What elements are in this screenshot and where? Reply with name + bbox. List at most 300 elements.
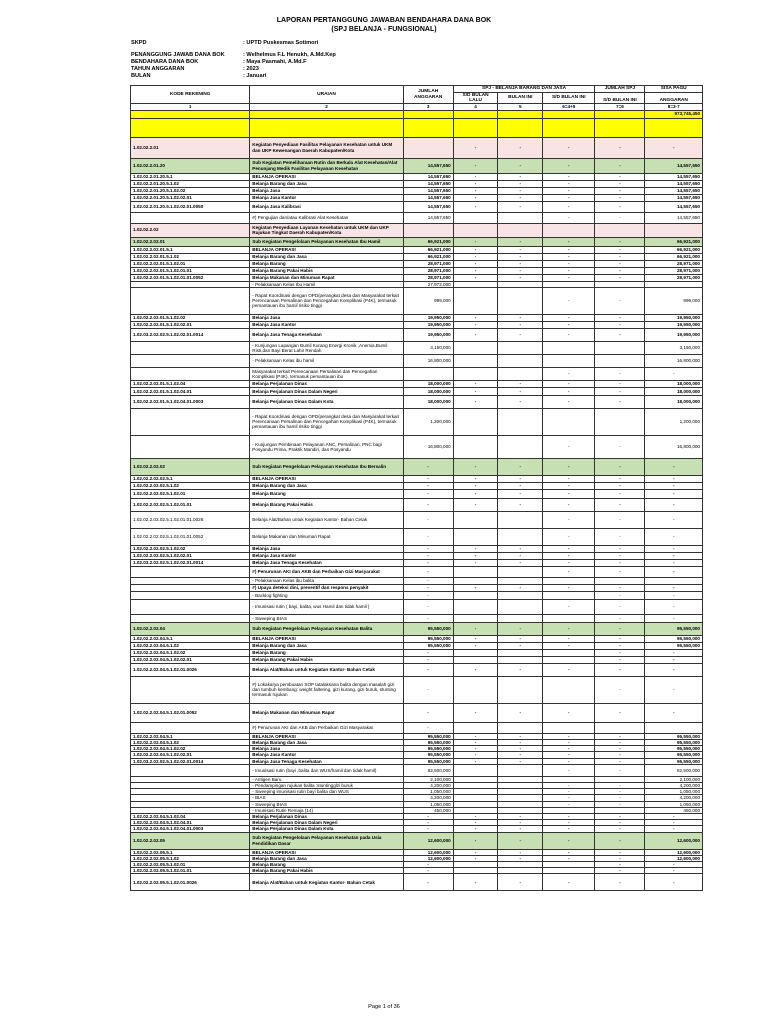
uraian-cell: Belanja Perjalanan Dinas Dalam Negeri: [250, 387, 403, 395]
sd-bulan-ini-cell: -: [543, 267, 595, 274]
col-number: 7=6: [595, 104, 645, 111]
col-number: 2: [250, 104, 403, 111]
kode-rekening-cell: 1.02.02.2.02.04.5.1.02.02.01: [131, 752, 250, 758]
col-number: 5: [498, 104, 543, 111]
uraian-cell: Belanja Barang: [250, 489, 403, 498]
uraian-cell: - Pendampingan rujukan balita :stuntingglzi buruk: [250, 783, 403, 789]
uraian-cell: Belanja Jasa Kantor: [250, 194, 403, 201]
bulan-ini-cell: [498, 591, 543, 599]
kode-rekening-cell: [131, 118, 250, 137]
sd-bulan-lalu-cell: [453, 435, 498, 458]
uraian-cell: - Pelaksanaan Kelas ibu balita: [250, 577, 403, 584]
sisa-pagu-cell: -: [645, 820, 703, 826]
kode-rekening-cell: 1.02.02.2.02.02.5.1.02.02: [131, 545, 250, 552]
sd-bulan-ini-cell: -: [543, 642, 595, 649]
jumlah-spj-cell: [595, 110, 645, 118]
sisa-pagu-cell: 14,557,650: [645, 158, 703, 173]
sisa-pagu-cell: 4,200,000: [645, 783, 703, 789]
sd-bulan-ini-cell: -: [543, 758, 595, 764]
sd-bulan-lalu-cell: [453, 110, 498, 118]
bulan-ini-cell: -: [498, 642, 543, 649]
uraian-cell: BELANJA OPERASI: [250, 635, 403, 642]
bulan-ini-cell: -: [498, 584, 543, 591]
bulan-ini-cell: -: [498, 173, 543, 180]
uraian-cell: Belanja Jasa: [250, 314, 403, 321]
jumlah-spj-cell: -: [595, 855, 645, 861]
uraian-cell: - Pelaksanaan Kelas Ibu Hamil: [250, 281, 403, 287]
table-row: [131, 435, 703, 458]
sisa-pagu-cell: 2,100,000: [645, 776, 703, 782]
jumlah-anggaran-cell: 95,550,000: [403, 642, 453, 649]
table-row: [131, 354, 703, 367]
table-row: [131, 635, 703, 642]
table-row: [131, 482, 703, 489]
sd-bulan-lalu-cell: -: [453, 733, 498, 739]
uraian-cell: - Sweeping imunisasi rutin bayi balita dan WUS: [250, 789, 403, 795]
uraian-cell: Belanja Makanan dan Minuman Rapat: [250, 703, 403, 722]
sd-bulan-lalu-cell: -: [453, 814, 498, 820]
jumlah-anggaran-cell: 4,200,000: [403, 783, 453, 789]
kode-rekening-cell: 1.02.02.2.02.01.5.1.02.04.01: [131, 387, 250, 395]
uraian-cell: Belanja Jasa Tenaga Kesehatan: [250, 559, 403, 566]
bulan-ini-cell: -: [498, 826, 543, 832]
uraian-cell: Belanja Alat/Bahan untuk Kegiatan Kantor- Bahan Cetak: [250, 663, 403, 676]
uraian-cell: BELANJA OPERASI: [250, 733, 403, 739]
sd-bulan-lalu-cell: -: [453, 321, 498, 328]
kode-rekening-cell: 1.02.02.2.02.02.5.1.02: [131, 482, 250, 489]
bulan-ini-cell: -: [498, 274, 543, 281]
jumlah-spj-cell: -: [595, 212, 645, 223]
sisa-pagu-cell: -: [645, 482, 703, 489]
table-row: [131, 380, 703, 387]
uraian-cell: Belanja Jasa Kantor: [250, 552, 403, 559]
jumlah-anggaran-cell: 66,921,000: [403, 246, 453, 253]
sd-bulan-lalu-cell: -: [453, 552, 498, 559]
kode-rekening-cell: 1.02.02.2.02: [131, 223, 250, 237]
sd-bulan-lalu-cell: -: [453, 740, 498, 746]
kode-rekening-cell: [131, 577, 250, 584]
table-row: [131, 173, 703, 180]
table-row: [131, 458, 703, 475]
jumlah-anggaran-cell: 4,200,000: [403, 795, 453, 801]
sd-bulan-lalu-cell: -: [453, 663, 498, 676]
sd-bulan-ini-cell: -: [543, 387, 595, 395]
sd-bulan-ini-cell: -: [543, 475, 595, 482]
sd-bulan-lalu-cell: -: [453, 849, 498, 855]
jumlah-anggaran-cell: 18,000,000: [403, 387, 453, 395]
info-bendahara: [131, 59, 307, 65]
jumlah-spj-cell: -: [595, 545, 645, 552]
sd-bulan-ini-cell: [543, 341, 595, 354]
sisa-pagu-cell: 4,200,000: [645, 795, 703, 801]
sd-bulan-lalu-cell: -: [453, 622, 498, 635]
sd-bulan-lalu-cell: -: [453, 489, 498, 498]
sisa-pagu-cell: -: [645, 584, 703, 591]
uraian-cell: Belanja Jasa Tenaga Kesehatan: [250, 328, 403, 341]
sisa-pagu-cell: 28,971,000: [645, 260, 703, 267]
sd-bulan-ini-cell: -: [543, 820, 595, 826]
kode-rekening-cell: [131, 584, 250, 591]
sd-bulan-lalu-cell: [453, 408, 498, 435]
sisa-pagu-cell: 66,921,000: [645, 253, 703, 260]
sd-bulan-ini-cell: -: [543, 137, 595, 158]
col-number: 3: [403, 104, 453, 111]
bulan-ini-cell: -: [498, 137, 543, 158]
sd-bulan-lalu-cell: -: [453, 832, 498, 849]
sd-bulan-lalu-cell: [453, 577, 498, 584]
header-sisa-pagu-sub: ANGGARAN: [645, 92, 703, 103]
sd-bulan-ini-cell: [543, 614, 595, 622]
sisa-pagu-cell: 95,550,000: [645, 752, 703, 758]
sisa-pagu-cell: 999,000: [645, 287, 703, 314]
table-row: [131, 395, 703, 408]
sd-bulan-ini-cell: [543, 223, 595, 237]
sisa-pagu-cell: -: [645, 649, 703, 656]
info-value: : 2023: [243, 66, 259, 72]
sd-bulan-ini-cell: -: [543, 237, 595, 246]
table-row: [131, 663, 703, 676]
sd-bulan-lalu-cell: -: [453, 559, 498, 566]
col-number: 4: [453, 104, 498, 111]
jumlah-spj-cell: -: [595, 801, 645, 807]
table-row: [131, 584, 703, 591]
header-sd-bulan-lalu: S/D BULAN LALU: [453, 92, 498, 103]
sd-bulan-lalu-cell: -: [453, 703, 498, 722]
kode-rekening-cell: 1.02.03.2.02.02.5.1.02.02.01.0014: [131, 328, 250, 341]
jumlah-spj-cell: -: [595, 489, 645, 498]
jumlah-anggaran-cell: 450,000: [403, 807, 453, 813]
sd-bulan-ini-cell: -: [543, 187, 595, 194]
sisa-pagu-cell: -: [645, 475, 703, 482]
sd-bulan-ini-cell: -: [543, 545, 595, 552]
jumlah-spj-cell: -: [595, 663, 645, 676]
sd-bulan-ini-cell: -: [543, 435, 595, 458]
uraian-cell: Belanja Jasa Kantor: [250, 321, 403, 328]
sd-bulan-ini-cell: -: [543, 260, 595, 267]
header-jumlah-anggaran: JUMLAH ANGGARAN: [403, 86, 453, 104]
sisa-pagu-cell: 28,971,000: [645, 267, 703, 274]
uraian-cell: Belanja Jasa: [250, 746, 403, 752]
jumlah-spj-cell: [595, 223, 645, 237]
jumlah-anggaran-cell: [403, 223, 453, 237]
kode-rekening-cell: 1.02.02.2.01.20: [131, 158, 250, 173]
sisa-pagu-cell: 12,600,000: [645, 849, 703, 855]
jumlah-spj-cell: -: [595, 599, 645, 614]
kode-rekening-cell: [131, 614, 250, 622]
sd-bulan-lalu-cell: [453, 212, 498, 223]
sisa-pagu-cell: [645, 577, 703, 584]
kode-rekening-cell: [131, 566, 250, 577]
sisa-pagu-cell: 95,550,000: [645, 733, 703, 739]
jumlah-spj-cell: -: [595, 795, 645, 801]
jumlah-anggaran-cell: -: [403, 649, 453, 656]
kode-rekening-cell: 1.02.02.2.01.20.5.1: [131, 173, 250, 180]
bulan-ini-cell: -: [498, 314, 543, 321]
jumlah-spj-cell: -: [595, 287, 645, 314]
uraian-cell: - Antigen Baru: [250, 776, 403, 782]
jumlah-anggaran-cell: 28,971,000: [403, 267, 453, 274]
jumlah-spj-cell: -: [595, 591, 645, 599]
sisa-pagu-cell: 16,800,000: [645, 435, 703, 458]
kode-rekening-cell: 1.02.02.2.02.04.5.1.02.04: [131, 814, 250, 820]
jumlah-spj-cell: -: [595, 475, 645, 482]
sisa-pagu-cell: -: [645, 559, 703, 566]
kode-rekening-cell: 1.02.02.2.02.04.5.1.02.02: [131, 746, 250, 752]
jumlah-spj-cell: -: [595, 321, 645, 328]
jumlah-anggaran-cell: -: [403, 552, 453, 559]
sisa-pagu-cell: -: [645, 874, 703, 891]
jumlah-anggaran-cell: 95,550,000: [403, 635, 453, 642]
jumlah-anggaran-cell: -: [403, 475, 453, 482]
kode-rekening-cell: 1.02.02.2.02.04.5.1.02.04.01: [131, 820, 250, 826]
sd-bulan-ini-cell: -: [543, 552, 595, 559]
kode-rekening-cell: 1.02.02.2.01.20.5.1.02.02.01.0050: [131, 201, 250, 212]
uraian-cell: Belanja Jasa Tenaga Kesehatan: [250, 758, 403, 764]
bulan-ini-cell: [498, 110, 543, 118]
table-row: [131, 180, 703, 187]
jumlah-spj-cell: -: [595, 635, 645, 642]
sisa-pagu-cell: 14,557,650: [645, 194, 703, 201]
table-row: [131, 253, 703, 260]
bulan-ini-cell: -: [498, 387, 543, 395]
jumlah-spj-cell: -: [595, 656, 645, 663]
jumlah-anggaran-cell: 66,921,000: [403, 253, 453, 260]
sd-bulan-lalu-cell: -: [453, 498, 498, 511]
jumlah-spj-cell: -: [595, 868, 645, 874]
sd-bulan-lalu-cell: [453, 223, 498, 237]
sd-bulan-lalu-cell: -: [453, 173, 498, 180]
sd-bulan-lalu-cell: -: [453, 826, 498, 832]
sd-bulan-lalu-cell: [453, 528, 498, 545]
sd-bulan-ini-cell: -: [543, 849, 595, 855]
jumlah-anggaran-cell: 16,800,000: [403, 354, 453, 367]
jumlah-spj-cell: -: [595, 387, 645, 395]
sisa-pagu-cell: 66,921,000: [645, 237, 703, 246]
header-spj-group: SPJ - BELANJA BARANG DAN JASA: [453, 86, 595, 93]
kode-rekening-cell: 1.02.02.2.02.04.5.1.02.04.01.0003: [131, 826, 250, 832]
sd-bulan-ini-cell: -: [543, 321, 595, 328]
kode-rekening-cell: [131, 367, 250, 380]
jumlah-anggaran-cell: [403, 118, 453, 137]
uraian-cell: Belanja Barang dan Jasa: [250, 642, 403, 649]
jumlah-anggaran-cell: 1,050,000: [403, 789, 453, 795]
kode-rekening-cell: [131, 341, 250, 354]
sd-bulan-lalu-cell: -: [453, 545, 498, 552]
sd-bulan-ini-cell: -: [543, 328, 595, 341]
jumlah-spj-cell: [595, 118, 645, 137]
jumlah-spj-cell: -: [595, 267, 645, 274]
sisa-pagu-cell: 95,550,000: [645, 740, 703, 746]
jumlah-spj-cell: -: [595, 614, 645, 622]
col-number: 6=4+5: [543, 104, 595, 111]
kode-rekening-cell: 1.02.02.2.02.04.5.1.02: [131, 740, 250, 746]
jumlah-anggaran-cell: -: [403, 826, 453, 832]
uraian-cell: BELANJA OPERASI: [250, 849, 403, 855]
table-row: [131, 475, 703, 482]
jumlah-anggaran-cell: 19,950,000: [403, 321, 453, 328]
sd-bulan-ini-cell: -: [543, 635, 595, 642]
jumlah-anggaran-cell: 14,557,650: [403, 194, 453, 201]
table-row: [131, 545, 703, 552]
sd-bulan-ini-cell: -: [543, 746, 595, 752]
bulan-ini-cell: -: [498, 328, 543, 341]
uraian-cell: BELANJA OPERASI: [250, 246, 403, 253]
table-row: [131, 137, 703, 158]
sisa-pagu-cell: 1,050,000: [645, 801, 703, 807]
sd-bulan-lalu-cell: [453, 649, 498, 656]
jumlah-spj-cell: -: [595, 511, 645, 528]
info-label: BULAN: [131, 73, 151, 79]
jumlah-spj-cell: -: [595, 826, 645, 832]
bulan-ini-cell: -: [498, 158, 543, 173]
kode-rekening-cell: 1.02.02.2.02.01.5.1.02.01: [131, 260, 250, 267]
jumlah-spj-cell: -: [595, 559, 645, 566]
jumlah-anggaran-cell: 1,050,000: [403, 801, 453, 807]
bulan-ini-cell: -: [498, 703, 543, 722]
sisa-pagu-cell: 14,557,650: [645, 212, 703, 223]
kode-rekening-cell: 1.02.02.2.02.02.5.1.02.01.01: [131, 498, 250, 511]
jumlah-anggaran-cell: 14,557,650: [403, 187, 453, 194]
table-row: [131, 246, 703, 253]
table-row: [131, 498, 703, 511]
uraian-cell: Sub Kegiatan Pengelolaan Pelayanan Kesehatan Ibu Bersalin: [250, 458, 403, 475]
sd-bulan-lalu-cell: -: [453, 635, 498, 642]
jumlah-spj-cell: -: [595, 566, 645, 577]
jumlah-spj-cell: -: [595, 246, 645, 253]
kode-rekening-cell: 1.02.02.2.02.01.5.1.02: [131, 253, 250, 260]
kode-rekening-cell: 1.02.02.2.02.04.5.1.02: [131, 642, 250, 649]
jumlah-anggaran-cell: 28,971,000: [403, 274, 453, 281]
jumlah-spj-cell: -: [595, 137, 645, 158]
jumlah-anggaran-cell: -: [403, 566, 453, 577]
bulan-ini-cell: -: [498, 545, 543, 552]
jumlah-anggaran-cell: -: [403, 874, 453, 891]
uraian-cell: Belanja Alat/Bahan untuk Kegiatan Kantor- Bahan Cetak: [250, 874, 403, 891]
table-row: [131, 566, 703, 577]
sd-bulan-lalu-cell: -: [453, 874, 498, 891]
sd-bulan-ini-cell: -: [543, 752, 595, 758]
bulan-ini-cell: -: [498, 246, 543, 253]
jumlah-spj-cell: -: [595, 649, 645, 656]
sd-bulan-ini-cell: [543, 354, 595, 367]
sisa-pagu-cell: 12,600,000: [645, 855, 703, 861]
kode-rekening-cell: 1.02.02.2.02.01.5.1: [131, 246, 250, 253]
sd-bulan-lalu-cell: -: [453, 137, 498, 158]
kode-rekening-cell: 1.02.02.2.02.04.5.1.02.01.0026: [131, 663, 250, 676]
sd-bulan-ini-cell: -: [543, 559, 595, 566]
kode-rekening-cell: [131, 722, 250, 733]
info-value: : UPTD Puskesmas Sotimori: [243, 40, 319, 46]
jumlah-spj-cell: -: [595, 642, 645, 649]
uraian-cell: Belanja Barang: [250, 862, 403, 868]
kode-rekening-cell: 1.02.02.2.02.02.5.1.02.02.01: [131, 552, 250, 559]
jumlah-anggaran-cell: 18,000,000: [403, 395, 453, 408]
jumlah-spj-cell: -: [595, 482, 645, 489]
jumlah-anggaran-cell: -: [403, 814, 453, 820]
bulan-ini-cell: -: [498, 733, 543, 739]
table-row: [131, 832, 703, 849]
sd-bulan-ini-cell: [543, 656, 595, 663]
table-row: [131, 703, 703, 722]
bulan-ini-cell: -: [498, 622, 543, 635]
jumlah-anggaran-cell: -: [403, 614, 453, 622]
table-row: [131, 642, 703, 649]
bulan-ini-cell: [498, 599, 543, 614]
bulan-ini-cell: -: [498, 458, 543, 475]
sd-bulan-ini-cell: -: [543, 855, 595, 861]
sd-bulan-ini-cell: -: [543, 511, 595, 528]
kode-rekening-cell: [131, 110, 250, 118]
kode-rekening-cell: 1.02.02.2.02.02.5.1.02.01.01.0026: [131, 511, 250, 528]
table-row: [131, 599, 703, 614]
jumlah-spj-cell: [595, 408, 645, 435]
jumlah-spj-cell: -: [595, 498, 645, 511]
sd-bulan-ini-cell: -: [543, 663, 595, 676]
bulan-ini-cell: -: [498, 475, 543, 482]
kode-rekening-cell: [131, 764, 250, 776]
jumlah-spj-cell: -: [595, 180, 645, 187]
bulan-ini-cell: [498, 764, 543, 776]
sisa-pagu-cell: 14,557,650: [645, 173, 703, 180]
table-row: [131, 591, 703, 599]
sisa-pagu-cell: -: [645, 545, 703, 552]
sd-bulan-lalu-cell: [453, 511, 498, 528]
table-row: [131, 187, 703, 194]
jumlah-anggaran-cell: 95,550,000: [403, 746, 453, 752]
kode-rekening-cell: 1.02.02.2.02.02.5.1.02.01.01.0052: [131, 528, 250, 545]
kode-rekening-cell: 1.02.02.2.02.02.5.1.02.01: [131, 489, 250, 498]
uraian-cell: [250, 110, 403, 118]
sd-bulan-ini-cell: -: [543, 180, 595, 187]
sd-bulan-ini-cell: -: [543, 783, 595, 789]
bulan-ini-cell: -: [498, 820, 543, 826]
jumlah-spj-cell: [595, 354, 645, 367]
sd-bulan-lalu-cell: -: [453, 584, 498, 591]
sisa-pagu-cell: 82,500,000: [645, 764, 703, 776]
table-row: [131, 194, 703, 201]
uraian-cell: Belanja Perjalanan Dinas Dalam Kota: [250, 395, 403, 408]
sisa-pagu-cell: -: [645, 826, 703, 832]
sd-bulan-lalu-cell: -: [453, 746, 498, 752]
table-row: [131, 267, 703, 274]
table-row: [131, 260, 703, 267]
uraian-cell: - Rapat Koordinasi dengan OPD/perangkat desa dan Masyarakat terkait Perencanaan Persalinan dan Pencegahan Komplikasi (P4K), termasuk pemantauan ibu hamil risiko tinggi: [250, 408, 403, 435]
sisa-pagu-cell: 16,800,000: [645, 354, 703, 367]
uraian-cell: Belanja Barang dan Jasa: [250, 482, 403, 489]
kode-rekening-cell: [131, 599, 250, 614]
kode-rekening-cell: 1.02.02.2.01.20.5.1.02.02: [131, 187, 250, 194]
bulan-ini-cell: [498, 341, 543, 354]
table-row: [131, 622, 703, 635]
jumlah-anggaran-cell: -: [403, 482, 453, 489]
uraian-cell: - BIAS: [250, 795, 403, 801]
bulan-ini-cell: -: [498, 740, 543, 746]
sd-bulan-lalu-cell: -: [453, 201, 498, 212]
jumlah-spj-cell: [595, 341, 645, 354]
sd-bulan-ini-cell: -: [543, 253, 595, 260]
kode-rekening-cell: 1.02.02.2.02.05.5.1: [131, 849, 250, 855]
sd-bulan-lalu-cell: -: [453, 158, 498, 173]
jumlah-spj-cell: -: [595, 832, 645, 849]
sisa-pagu-cell: [645, 223, 703, 237]
table-row: [131, 874, 703, 891]
sisa-pagu-cell: [645, 118, 703, 137]
jumlah-spj-cell: -: [595, 676, 645, 703]
sd-bulan-lalu-cell: -: [453, 475, 498, 482]
header-bulan-ini: BULAN INI: [498, 92, 543, 103]
bulan-ini-cell: [498, 367, 543, 380]
sisa-pagu-cell: -: [645, 614, 703, 622]
